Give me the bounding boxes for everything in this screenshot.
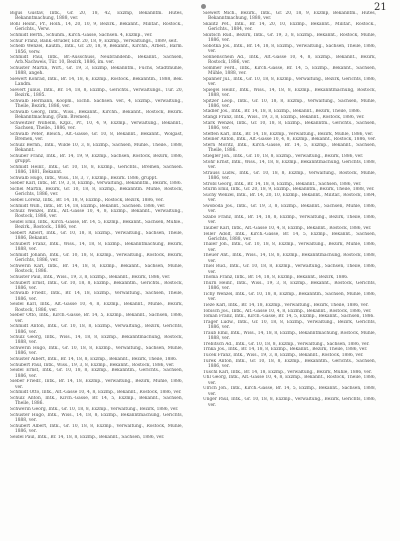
directory-entry: Siebert Albert, Intk., Gr. 10, 18, 8, Exzmp., Verwaltung., Sachsen, Theile, 1886, Bekannt.	[10, 231, 183, 242]
directory-entry: Sturm Emil, Intk., Gr. 20, 18, 9, Exzmp., Bekanntm., Bezirk, Theile, 1888, ver.	[203, 187, 375, 193]
directory-entry: Bohl Heinr., Pr., Holh., 14, 20, 10, 9, Bezirk., Bekannt., Militär., Rostock., Gerichts., Verw.	[10, 21, 183, 33]
page-number: 21	[374, 2, 387, 13]
directory-entry: Seidel Paul, Intk., Br. 14, 18, 8, Exzmp., Bekannt., Sachsen, 1886, ver.	[10, 434, 165, 440]
directory-entry: Schulz Wenzel, Intk., Alt.-Gasse 10, 4, 8, Exzmp., Bekannt., Verwaltung., Rostock, 1886, ver.	[10, 209, 183, 220]
directory-entry: Theuer Ant., Intk., Wiss., 14, 18, 8, Exzmp., Bekanntmachung, Rostock, 1888, ver.	[203, 253, 376, 264]
directory-entry: Sieber Karl, Intk., Br. 19, 3, 8, Exzmp., Verwaltung., Bekanntm., Bezirk, 1886.	[10, 181, 182, 187]
directory-entry: Schubert Albert, Intk., Gr. 10, 18, 8, Exzmp., Verwaltung., Rostock, Mühle, 1886, ver.	[10, 423, 183, 434]
directory-entry: Sichel Martin, Bezirk, Gr. 10, 18, 8, Exzmp., Bekanntm. Mühle, Rostock, Gerichts, 1886, ver.	[10, 186, 183, 198]
directory-entry: Tieze Karl, Intk., Br. 14, 18, Exzmp., Verwaltung., Bezirk, Theile, 1886, ver.	[203, 302, 369, 308]
directory-entry: Sieber Otto, Intk., Kirch.-Gasse, Br. 14, 5, Exzmp., Bekannt., Sachsen, 1886, ver.	[10, 313, 183, 324]
directory-entry: Tobisch Jos., Intk., Alt.-Gasse 10, 4, 8, Exzmp., Bekannt., Rostock, 1886, ver.	[203, 308, 372, 314]
directory-entry: Schuber Franz, Intk., Br. 14, 19, 9, Exzmp., Sachsen, Rostock, Bezirk, 1886, gruppt.	[10, 153, 183, 164]
directory-entry: Steiner Anton, Intk., Alt.-Gasse 10, 4, 8, Exzmp., Bekannt., Rostock, 1886, ver.	[203, 137, 376, 143]
directory-entry: Schmidt Johann, Intk., Gr. 10, 18, 8, Exzmp., Verwaltung., Rostock, Bezirk, Gerichts, 1886, ver.	[10, 252, 183, 264]
directory-entry: Stadler Jos., Intk., Br. 14, 18, 8, Exzmp., Bekannt., Bezirk, Theile, 1886.	[203, 109, 362, 115]
directory-entry: Schmidt Paul, Intk., Br.-Ausschuss, Neubrandenb., Bekannt., Sachsen, Arb.Nachweis, Tür. 10, Bezirk, 1886, im. ver.	[10, 55, 183, 66]
directory-entry: Seidel Karl, Intk., Alt.-Gasse 10, 4, 8, Exzmp., Bekannt., Mühle., Bezirk, Rostock, 1886, ver.	[10, 302, 183, 313]
directory-entry: Schmidt Otto, Intk., Alt.-Gasse 10, 4, 8, Exzmp., Bekannt., Rostock, 1886, ver.	[10, 390, 182, 396]
directory-entry: Stark Wenzel, Intk., Gr. 10, 18, 8, Exzmp., Bekanntm., Gerichts., Sachsen, 1886, ver.	[203, 120, 376, 132]
directory-entry: Sievert Julius, Intk., Br. 14, 18, 8, Exzmp., Gerichts., Verwaltungs., Tür. 20, Bezirk., 1885.	[10, 88, 183, 99]
directory-entry: Schwerin Karl, Intk., Br. 14, 18, 8, Exzmp., Bekannt., Sachsen, Mühle, Rostock, 1886.	[10, 263, 183, 275]
directory-entry: Sieber Friedr., Intk., Br. 14, 18, Exzmp., Verwaltung., Bezirk, Mühle, 1886, ver.	[10, 379, 183, 390]
directory-entry: Schmidt Anton, Intk., Gr. 10, 18, 8, Exzmp., Verwaltung., Bezirk, Gerichts, 1886, ver.	[10, 324, 183, 335]
directory-entry: Schmidt Wilh., Intk., Br. 14, 18, Exzmp., Bekannt., Sachsen. 1886, ver.	[10, 203, 166, 209]
directory-entry: Steffen Karl, Intk., Br. 14, 18, Exzmp., Verwaltung., Bezirk, Mühle, 1886, ver.	[203, 131, 374, 137]
directory-entry: Stiegler Joh., Intk., Gr. 10, 18, 8, Exzmp., Verwaltung., Bezirk, 1886, ver.	[203, 154, 364, 160]
directory-entry: Strauss Ludw., Intk., Gr. 10, 18, 8, Exzmp., Verwaltung., Rostock, Mühle, 1886, ver.	[203, 170, 376, 181]
directory-entry: Thurn Heinr., Intk., Wiss., 19, 3, 8, Exzmp., Bekannt., Rostock, Gerichts, 1886, ver.	[203, 280, 376, 292]
directory-entry: Sonnenschein Ad., Intk., Alt.-Gasse 10, 4, 8, Exzmp., Bekannt., Bezirk, Rostock, 1886, ver.	[203, 54, 376, 65]
directory-entry: Tuček Franz, Intk., Wiss., 19, 3, 8, Exzmp., Bekannt., Rostock, 1886, ver.	[203, 353, 364, 359]
directory-entry: Siebel Lorenz, Intk., Br. 14, 18, 9, Exzmp., Rostock, Bezirk, 1886, ver.	[10, 197, 164, 203]
directory-entry: Schwerin Georg, Intk., Gr. 10, 18, 8, Exzmp., Verwaltung., Bezirk, 1886, ver.	[10, 406, 179, 412]
directory-entry: Stangl Franz, Intk., Wiss., 19, 3, 8, Exzmp., Bekannt., Rostock, 1886, ver.	[203, 115, 365, 121]
directory-entry: Swoboda Jos., Intk., Gr. 19, 3, 8, Exzmp., Bekannt., Sachsen, Mühle, 1886, ver.	[203, 203, 376, 215]
directory-entry: Seidel Emil, Intk., Kirch.-Gasse, Br. 14, 5, Exzmp., Bekannt., Sachsen, Mühle., Bezirk., Rostock., 1886, ver.	[10, 220, 183, 231]
directory-entry: Siewert Konrad, Intk., Br. 14, 18, 6, Exzmp., Rostock., Bekanntm., 1888, Bek. Landm.	[10, 77, 183, 88]
directory-entry: Schuster Hugo, Intk., Wiss., 14, 18, 8, Exzmp., Bekanntmachung, Gerichts, 1888, ver.	[10, 412, 183, 423]
directory-entry: Schuster Martin, Wirt., Gr. 19, 3, Exzmp, Bekanntm., Fuchs, Stadtmühle, 1888, angeh.	[10, 66, 183, 77]
directory-entry: Schur Franz, Bank.-Brüder, Ebr. 20, 18, 9, Exzmp., Verwaltungs., 1889, seit.	[10, 38, 178, 44]
directory-entry: Skalitz Pet., Intk., Br. 14, 20, 10, Exzmp., Bekannt., Militär., Rostock., Gerichts., 1884, ver.	[203, 21, 376, 33]
directory-entry: Schwalb Hugo, Intk., Wiss., 18, 3, 7, Exzmp., Bezirk. 1886, gruppt.	[10, 175, 158, 181]
directory-entry: Schuster Albert, Intk., Br. 14, 18, 8, Exzmp., Bekannt., Bezirk, Theile, 1886.	[10, 357, 178, 363]
directory-entry: Bigus Gustav, Intk., Gr. 20, 18, 42, Exzmp, Bekanntm. Hutes, Bekanntmachung, 1888, ver.	[10, 11, 183, 22]
directory-entry: Spiegel Heinr., Intk., Wiss., 14, 18, 8, Exzmp., Bekanntmachung, Rostock, 1888, ver.	[203, 87, 376, 98]
directory-entry: Schmidt Heinr., Intk., Gr. 10, 18, 8, Exzmp., Gerichts., Bremen, Sachsen. 1886, 1881, Bekannt.	[10, 164, 183, 175]
directory-entry: Stöhr Ernst, Intk., Wiss., 14, 18, 8, Exzmp., Bekanntmachung, Gerichts, 1888, ver.	[203, 159, 376, 170]
directory-entry: Turek Anton, Intk., Gr. 10, 18, 8, Exzmp., Bekanntm., Gerichts., Sachsen, 1886, ver.	[203, 358, 376, 370]
directory-entry: Sobotka Jos., Intk., Br. 14, 18, 8, Exzmp., Verwaltung., Sachsen, Theile, 1886, ver.	[203, 43, 376, 55]
directory-entry: Spanner Jul., Intk., Gr. 10, 18, 8, Exzmp., Verwaltung., Bezirk, Gerichts, 1886, ver.	[203, 76, 376, 87]
directory-entry: Strobl Georg, Intk., Br. 14, 18, 8, Exzmp., Bekannt., Sachsen, 1886, ver.	[203, 181, 362, 187]
directory-entry: Skutsch Rud., Bezirk, Intk., Gr. 19, 3, 8, Exzmp., Bekannt., Rostock, Mühle, 1886, ver.	[203, 32, 376, 44]
directory-entry: Sommer Ferd., Intk., Kirch.-Gasse, Br. 14, 5, Exzmp., Bekannt., Sachsen, Mühle, 1888, ver.	[203, 65, 376, 76]
directory-entry: Schwalb Friedr., Intk., Br. 14, 18, Exzmp., Verwaltung., Sachsen, Theile, 1886, ver.	[10, 291, 183, 302]
directory-entry: Spitzer Leop., Intk., Gr. 10, 18, 8, Exzmp., Verwaltung., Sachsen, Mühle, 1886, ver.	[203, 98, 376, 109]
directory-entry: Stern Moritz, Intk., Kirch.-Gasse, Br. 14, 5, Exzmp., Bekannt., Sachsen, Theile, 1886.	[203, 143, 376, 154]
directory-entry: Schwalb Peter, Bleich., Alt.-Gasse, Gr. 10, 8, Bekannt., Bekannt., Wolgast, Bremen, ver.	[10, 131, 183, 142]
directory-entry: Traub Emil, Intk., Wiss., 14, 18, 8, Exzmp., Bekanntmachung, Rostock, Mühle, 1888, ver.	[203, 330, 376, 342]
directory-entry: Schweitzer Wilhelm, Kzpz., Pr., 10, 4, 9, Exzmp., Verwaltung., Bekannt., Sachsen, Theile., 1886, ver.	[10, 120, 183, 132]
directory-entry: Toman Franz, Intk., Kirch.-Gasse, Br. 14, 5, Exzmp., Bekannt., Sachsen, 1886.	[203, 314, 375, 320]
directory-entry: Siewert Mich., Bezirk., Intk., Gr. 20, 18, 9, Exzmp, Bekanntm., Hutes, Bekanntmachung, 1888, ver.	[203, 11, 376, 22]
directory-entry: Schulz Bernh., Intk., Wilde 10, 3, 8, Exzmp., Sachsen, Mühle., Theile., 1888, Bekannt.	[10, 142, 183, 153]
directory-entry: Thiel Rud., Intk., Gr. 10, 18, 8, Exzmp., Verwaltung., Sachsen, Theile, 1886, ver.	[203, 264, 376, 275]
directory-entry: Träger Ludw., Intk., Gr. 10, 18, 8, Exzmp., Verwaltung., Bezirk, Gerichts, 1886, ver.	[203, 319, 376, 331]
left-column	[10, 11, 183, 440]
directory-entry: Schwerin Hugo, Intk., Gr. 10, 18, 8, Exzmp., Verwaltung., Sachsen, Mühle, 1886, ver.	[10, 346, 183, 357]
directory-entry: Uhl Georg, Intk., Alt.-Gasse 10, 4, 8, Exzmp., Bekannt., Rostock, Theile, 1886, ver.	[203, 375, 376, 386]
directory-entry: Schulz Anton, Intk., Kirch.-Gasse, Br. 14, 5, Exzmp., Bekannt., Sachsen, Theile, 1886.	[10, 396, 183, 407]
directory-entry: Trebitsch Ad., Intk., Gr. 10, 18, 8, Exzmp., Verwaltung., Sachsen, 1886, ver.	[203, 341, 370, 347]
directory-entry: Schwalb Georg, Intk., Wiss., Bekannt., Kirchh., Bekannt., Rostock, Bezirk. Bekanntmachung, (Fam. Bremen).	[10, 109, 183, 121]
directory-entry: Schubert Paul, Intk., Wiss., 19, 3, 8, Exzmp., Bekannt., Rostock, 1886, ver.	[10, 362, 175, 368]
directory-entry: Tichy Wenzel, Intk., Gr. 10, 18, 8, Exzmp., Bekanntm., Sachsen, Mühle, 1886, ver.	[203, 291, 376, 303]
directory-entry: Tuschl Karl, Intk., Br. 14, 18, Exzmp., Verwaltung., Bezirk, Mühle, 1886, ver.	[203, 369, 372, 375]
directory-entry: Schmidt Berth., Schuhm., Kirch.-Gasse, Sachsen. 4, Exzmp., ver.	[10, 32, 153, 38]
directory-entry: Schubert Ernst, Intk., Gr. 10, 18, 8, Exzmp., Bekanntm., Gerichts., Rostock, 1886, ver.	[10, 280, 183, 291]
directory-entry: Schulz Georg, Intk., Wiss., 14, 18, 8, Exzmp., Bekanntmachung, Rostock, 1888, ver.	[10, 335, 183, 346]
directory-entry: Seidel Ernst, Intk., Gr. 10, 18, 8, Exzmp., Bekanntm., Gerichts., Sachsen, 1886, ver.	[10, 368, 183, 379]
directory-entry: Thaler Joh., Intk., Gr. 10, 18, 8, Exzmp., Verwaltung., Bezirk, Mühle, 1886, ver.	[203, 242, 376, 253]
directory-entry: Szabo Franz, Intk., Br. 14, 18, 8, Exzmp., Verwaltung., Bezirk, Theile, 1886, ver.	[203, 214, 376, 226]
directory-entry: Schwalb Hermann, Koopm., Eichh. Sachsen. ver., 4, Exzmp., verwaltung., Theile, Bezirk, 1886, ver.	[10, 98, 183, 110]
directory-entry: Schelb Wenzel, Kautm., Intk., Gr. 20, 18, 9, Bekannt., Kirchh., Arbeit., Barm. 1856, verw.	[10, 44, 183, 55]
directory-entry: Ulrich Joh., Intk., Kirch.-Gasse, Br. 14, 5, Exzmp., Bekannt., Sachsen, 1888, ver.	[203, 386, 376, 397]
directory-entry: Suchy Wenzel, Intk., Br. 14, 20, 10, Exzmp., Bekannt., Militär., Rostock, 1884, ver.	[203, 193, 376, 204]
directory-entry: Unger Paul, Intk., Gr. 10, 18, 8, Exzmp., Verwaltung., Bezirk, Gerichts, 1886, ver.	[203, 397, 376, 408]
directory-entry: Schuster Paul, Intk., Wiss., 19, 3, 8, Exzmp., Bekannt., Bezirk, 1886, ver.	[10, 274, 171, 280]
ink-dot	[201, 4, 206, 9]
directory-entry: Schubert Franz, Intk., Wiss., 14, 18, 8, Exzmp., Bekanntmachung, Bezirk, 1888, ver.	[10, 242, 183, 253]
right-column	[203, 11, 376, 408]
directory-entry: Teller Adolf, Intk., Kirch.-Gasse, Br. 14, 5, Exzmp., Bekannt., Sachsen, Gerichts, 1888, ver.	[203, 231, 376, 242]
directory-entry: Trnka Jos., Intk., Br. 14, 18, 8, Exzmp., Bekannt., Bezirk, Theile, 1886, ver.	[203, 347, 368, 353]
directory-entry: Tauber Karl, Intk., Alt.-Gasse 10, 4, 8, Exzmp., Bekannt., Rostock, 1886, ver.	[203, 225, 372, 231]
directory-entry: Thoma Franz, Intk., Br. 14, 18, 8, Exzmp., Bekannt., Bezirk, 1886.	[203, 275, 349, 281]
